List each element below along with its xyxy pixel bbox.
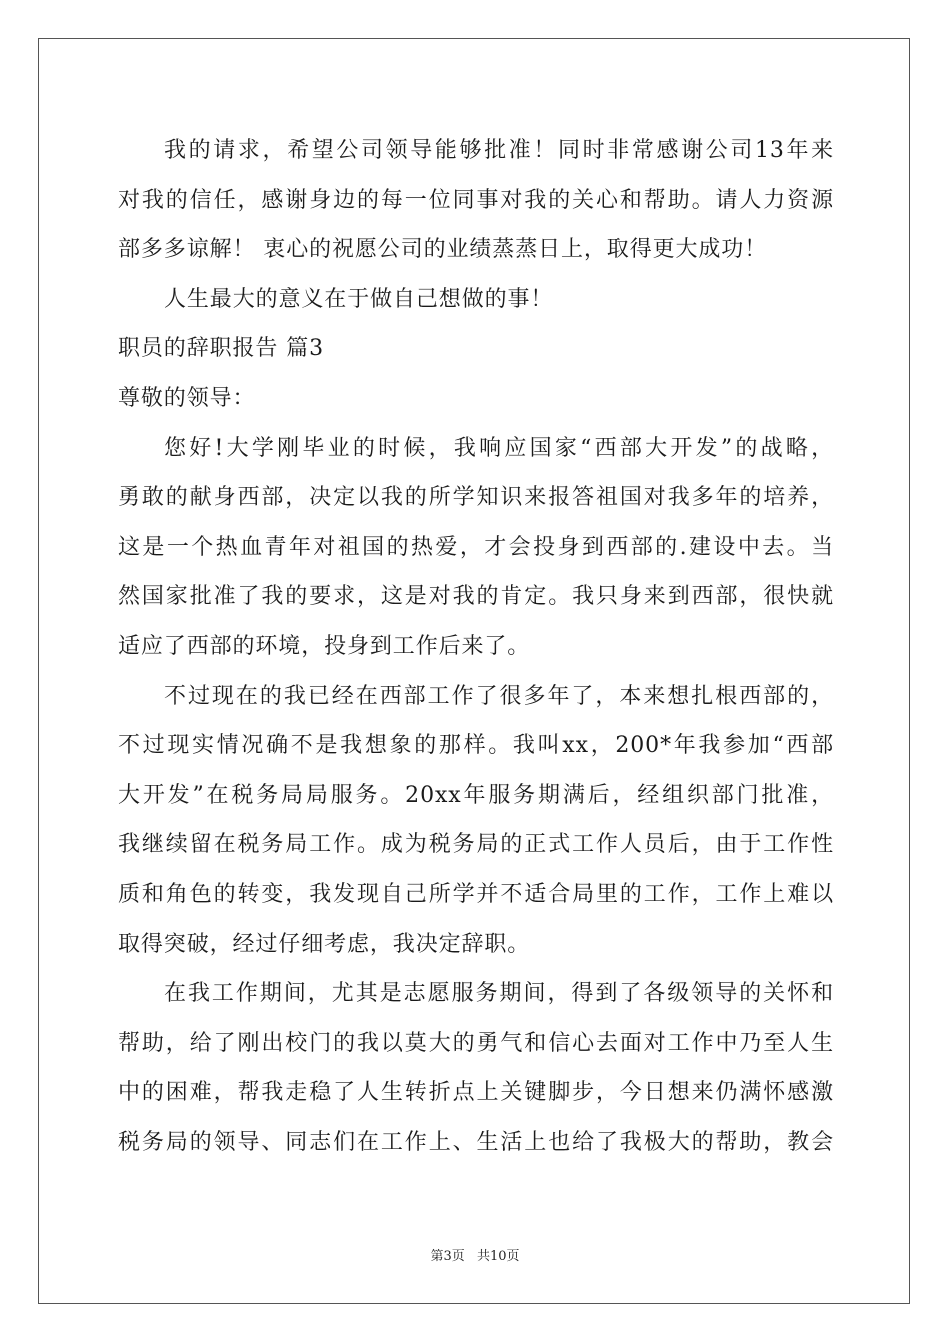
text-line: 在我工作期间，尤其是志愿服务期间，得到了各级领导的关怀和 [164,981,834,1007]
page-number: 第3页 [430,1249,465,1264]
text-line: 不过现在的我已经在西部工作了很多年了，本来想扎根西部的， [164,683,834,709]
text-line: 质和角色的转变，我发现自己所学并不适合局里的工作，工作上难以 [118,881,834,907]
text-line: 帮助，给了刚出校门的我以莫大的勇气和信心去面对工作中乃至人生 [118,1030,834,1056]
page-footer [0,1245,950,1264]
page-total: 共10页 [476,1249,520,1264]
text-line: 适应了西部的环境，投身到工作后来了。 [118,633,531,659]
document-body [118,126,834,1167]
text-line: 大开发”在税务局局服务。20xx年服务期满后，经组织部门批准， [118,782,834,808]
text-line: 勇敢的献身西部，决定以我的所学知识来报答祖国对我多年的培养， [118,485,834,511]
text-line: 税务局的领导、同志们在工作上、生活上也给了我极大的帮助，教会 [118,1129,834,1155]
text-line: 取得突破，经过仔细考虑，我决定辞职。 [118,931,531,957]
text-line: 然国家批准了我的要求，这是对我的肯定。我只身来到西部，很快就 [118,584,834,610]
text-line: 您好!大学刚毕业的时候，我响应国家“西部大开发”的战略， [164,435,834,461]
text-line: 人生最大的意义在于做自己想做的事！ [164,286,554,312]
text-line: 尊敬的领导： [118,385,256,411]
text-line: 部多多谅解！ 衷心的祝愿公司的业绩蒸蒸日上，取得更大成功！ [118,237,768,263]
text-line: 对我的信任，感谢身边的每一位同事对我的关心和帮助。请人力资源 [118,187,834,213]
text-line: 职员的辞职报告 篇3 [118,336,324,362]
text-line: 我继续留在税务局工作。成为税务局的正式工作人员后，由于工作性 [118,832,834,858]
text-line: 这是一个热血青年对祖国的热爱，才会投身到西部的.建设中去。当 [118,534,834,560]
text-line: 中的困难，帮我走稳了人生转折点上关键脚步，今日想来仍满怀感激 [118,1080,834,1106]
text-line: 不过现实情况确不是我想象的那样。我叫xx，200*年我参加“西部 [118,733,834,759]
text-line: 我的请求，希望公司领导能够批准！同时非常感谢公司13年来 [164,138,834,163]
